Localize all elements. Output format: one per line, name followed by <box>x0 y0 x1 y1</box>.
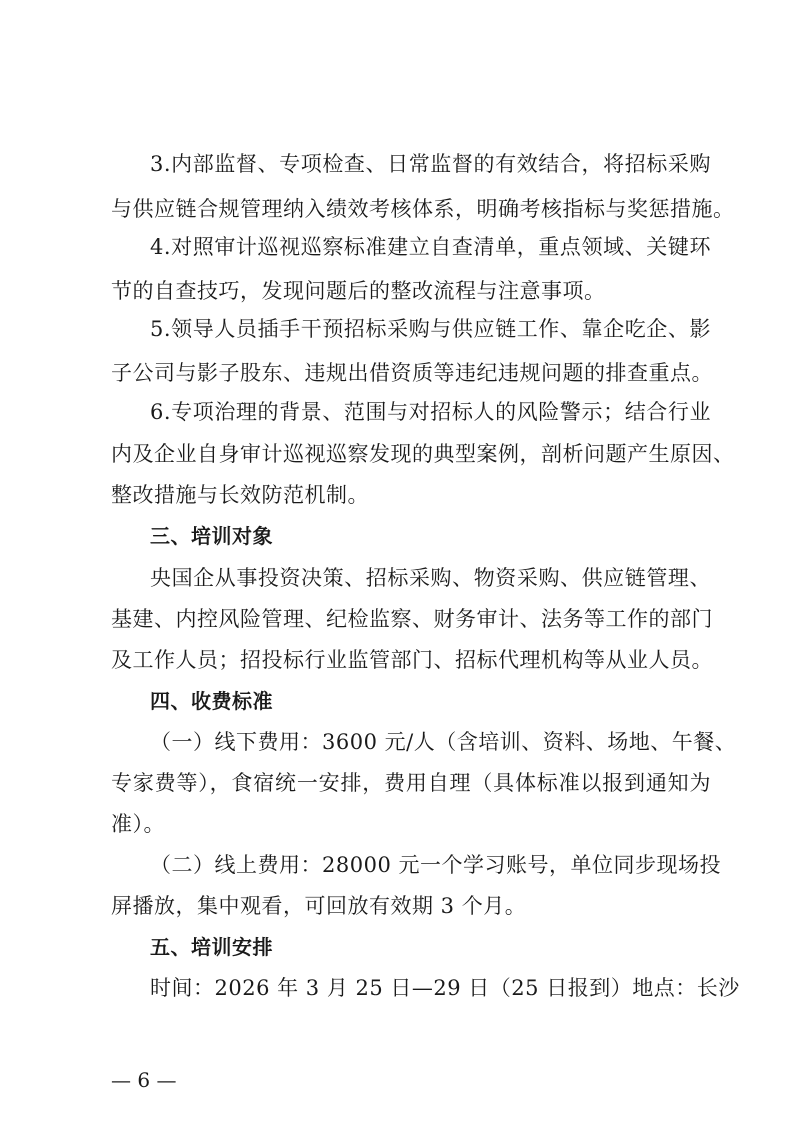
section-4-offline-line-1: （一）线下费用：3600 元/人（含培训、资料、场地、午餐、 <box>150 730 737 754</box>
item-6-line-3: 整改措施与长效防范机制。 <box>111 483 369 507</box>
item-3-line-1: 3.内部监督、专项检查、日常监督的有效结合，将招标采购 <box>150 152 711 176</box>
section-4-offline-line-2: 专家费等），食宿统一安排，费用自理（具体标准以报到通知为 <box>111 771 711 795</box>
item-4-line-2: 节的自查技巧，发现问题后的整改流程与注意事项。 <box>111 279 606 303</box>
item-3-line-2: 与供应链合规管理纳入绩效考核体系，明确考核指标与奖惩措施。 <box>111 197 735 221</box>
section-5-line-1: 时间：2026 年 3 月 25 日—29 日（25 日报到）地点：长沙 <box>150 976 740 1000</box>
section-3-line-2: 基建、内控风险管理、纪检监察、财务审计、法务等工作的部门 <box>111 607 713 631</box>
item-6-line-1: 6.专项治理的背景、范围与对招标人的风险警示；结合行业 <box>150 400 711 424</box>
item-4-line-1: 4.对照审计巡视巡察标准建立自查清单，重点领域、关键环 <box>150 235 711 259</box>
section-4-online-line-2: 屏播放，集中观看，可回放有效期 3 个月。 <box>111 894 527 918</box>
item-5-line-2: 子公司与影子股东、违规出借资质等违纪违规问题的排查重点。 <box>111 361 713 385</box>
section-5-heading: 五、培训安排 <box>150 935 273 959</box>
item-6-line-2: 内及企业自身审计巡视巡察发现的典型案例，剖析问题产生原因、 <box>111 442 735 466</box>
section-4-heading: 四、收费标准 <box>150 689 273 713</box>
section-3-heading: 三、培训对象 <box>150 524 273 548</box>
section-3-line-1: 央国企从事投资决策、招标采购、物资采购、供应链管理、 <box>150 566 711 590</box>
section-3-line-3: 及工作人员；招投标行业监管部门、招标代理机构等从业人员。 <box>111 648 713 672</box>
section-4-offline-line-3: 准）。 <box>111 812 165 836</box>
page-number: — 6 — <box>111 1068 177 1092</box>
section-4-online-line-1: （二）线上费用：28000 元一个学习账号，单位同步现场投 <box>150 853 721 877</box>
item-5-line-1: 5.领导人员插手干预招标采购与供应链工作、靠企吃企、影 <box>150 317 711 341</box>
